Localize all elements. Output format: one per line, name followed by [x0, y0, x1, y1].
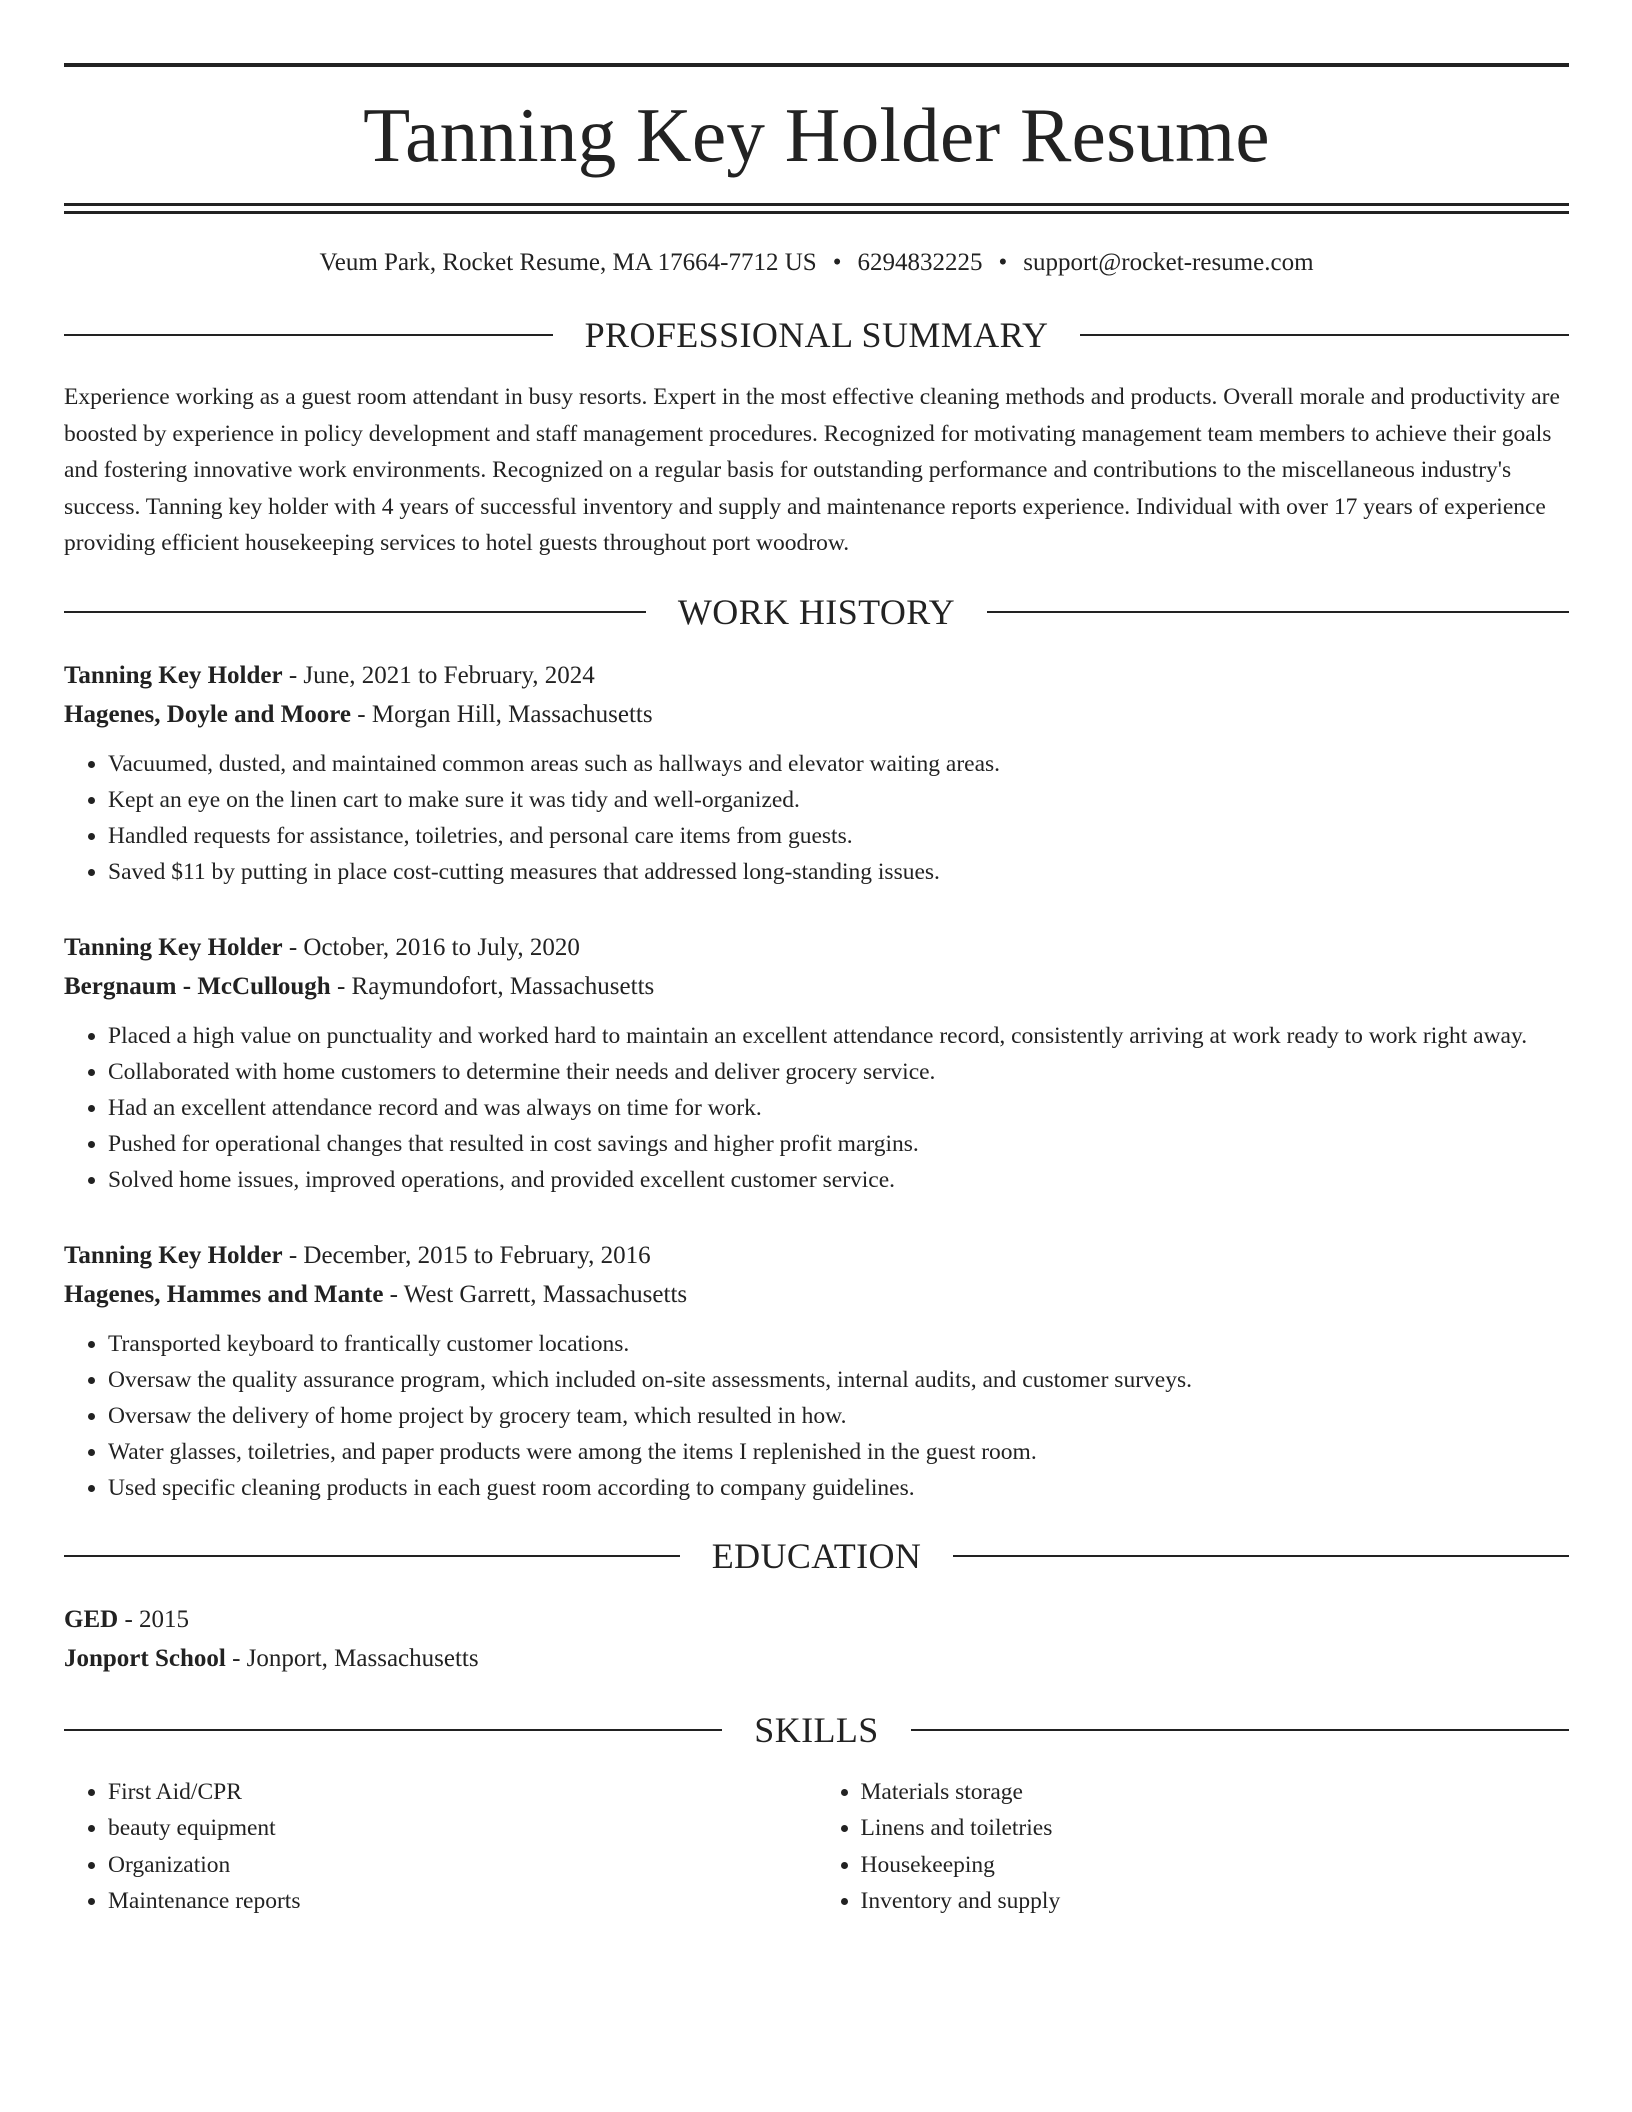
job-company-line — [64, 1275, 1569, 1314]
education-degree: GED — [64, 1605, 119, 1633]
job-title-line — [64, 656, 1569, 695]
heading-rule-right — [987, 611, 1569, 613]
job-title: Tanning Key Holder — [64, 933, 283, 961]
job-location: - West Garrett, Massachusetts — [383, 1280, 688, 1308]
education-school: Jonport School — [64, 1644, 226, 1672]
list-item: • Oversaw the delivery of home project by grocery team, which resulted in how. — [108, 1398, 1569, 1434]
skills-list-left — [64, 1774, 817, 1920]
title-double-rule — [64, 203, 1569, 214]
job-location: - Morgan Hill, Massachusetts — [351, 700, 653, 728]
list-item: • beauty equipment — [108, 1810, 817, 1847]
list-item: • Vacuumed, dusted, and maintained common areas such as hallways and elevator waiting areas. — [108, 746, 1569, 782]
job-entry — [64, 656, 1569, 890]
education-year: - 2015 — [118, 1605, 190, 1633]
contact-line — [64, 250, 1569, 275]
contact-address: Veum Park, Rocket Resume, MA 17664-7712 US — [319, 249, 817, 276]
page-title: Tanning Key Holder Resume — [363, 92, 1270, 178]
job-company: Hagenes, Doyle and Moore — [64, 700, 352, 728]
job-bullet-list — [64, 1326, 1569, 1506]
list-item: • Linens and toiletries — [861, 1810, 1570, 1847]
job-entry — [64, 1236, 1569, 1506]
section-heading-skills — [64, 1709, 1569, 1750]
job-bullet-list — [64, 746, 1569, 890]
contact-separator: • — [998, 249, 1008, 276]
job-title-line — [64, 1236, 1569, 1275]
heading-rule-left — [64, 611, 646, 613]
contact-phone: 6294832225 — [857, 249, 983, 276]
heading-rule-left — [64, 334, 553, 336]
education-location: - Jonport, Massachusetts — [225, 1644, 479, 1672]
section-heading-education — [64, 1535, 1569, 1576]
list-item: • Placed a high value on punctuality and worked hard to maintain an excellent attendance record, consistently arriving at work ready to work right away. — [108, 1018, 1569, 1054]
list-item: • Inventory and supply — [861, 1883, 1570, 1920]
education-school-line — [64, 1639, 1569, 1678]
list-item: • First Aid/CPR — [108, 1774, 817, 1811]
list-item: • Oversaw the quality assurance program, which included on-site assessments, internal audits, and customer surveys. — [108, 1362, 1569, 1398]
job-dates: - June, 2021 to February, 2024 — [282, 661, 595, 689]
heading-rule-right — [911, 1729, 1569, 1731]
job-bullet-list — [64, 1018, 1569, 1198]
section-heading-label: SKILLS — [754, 1709, 879, 1750]
section-heading-label: EDUCATION — [711, 1535, 922, 1576]
list-item: • Housekeeping — [861, 1847, 1570, 1884]
heading-rule-left — [64, 1729, 722, 1731]
contact-email: support@rocket-resume.com — [1023, 249, 1314, 276]
skills-columns — [64, 1774, 1569, 1920]
section-heading-work-history — [64, 591, 1569, 632]
list-item: • Saved $11 by putting in place cost-cutting measures that addressed long-standing issues. — [108, 854, 1569, 890]
education-degree-line — [64, 1600, 1569, 1639]
education-entry — [64, 1600, 1569, 1678]
job-dates: - December, 2015 to February, 2016 — [282, 1241, 651, 1269]
list-item: • Kept an eye on the linen cart to make sure it was tidy and well-organized. — [108, 782, 1569, 818]
summary-paragraph: Experience working as a guest room attendant in busy resorts. Expert in the most effective cleaning methods and products. Overall morale and productivity are boosted by experience in policy development and staff management procedures. Recognized for motivating management team members to achieve their goals and fostering innovative work environments. Recognized on a regular basis for outstanding performance and contributions to the miscellaneous industry's success. Tanning key holder with 4 years of successful inventory and supply and maintenance reports experience. Individual with over 17 years of experience providing efficient housekeeping services to hotel guests throughout port woodrow. — [64, 384, 1560, 557]
job-company-line — [64, 695, 1569, 734]
job-title: Tanning Key Holder — [64, 661, 283, 689]
section-heading-label: PROFESSIONAL SUMMARY — [584, 315, 1049, 355]
job-company: Bergnaum - McCullough — [64, 972, 331, 1000]
list-item: • Collaborated with home customers to determine their needs and deliver grocery service. — [108, 1054, 1569, 1090]
heading-rule-left — [64, 1555, 680, 1557]
list-item: • Organization — [108, 1847, 817, 1884]
list-item: • Water glasses, toiletries, and paper products were among the items I replenished in the guest room. — [108, 1434, 1569, 1470]
job-dates: - October, 2016 to July, 2020 — [282, 933, 580, 961]
list-item: • Used specific cleaning products in each guest room according to company guidelines. — [108, 1470, 1569, 1506]
list-item: • Materials storage — [861, 1774, 1570, 1811]
list-item: • Transported keyboard to frantically customer locations. — [108, 1326, 1569, 1362]
job-location: - Raymundofort, Massachusetts — [330, 972, 655, 1000]
job-title: Tanning Key Holder — [64, 1241, 283, 1269]
heading-rule-right — [1080, 334, 1569, 336]
resume-page — [64, 63, 1569, 1920]
heading-rule-right — [953, 1555, 1569, 1557]
job-company-line — [64, 967, 1569, 1006]
top-rule — [64, 63, 1569, 67]
list-item: • Maintenance reports — [108, 1883, 817, 1920]
job-entry — [64, 928, 1569, 1198]
list-item: • Solved home issues, improved operations, and provided excellent customer service. — [108, 1162, 1569, 1198]
contact-separator: • — [832, 249, 842, 276]
list-item: • Had an excellent attendance record and was always on time for work. — [108, 1090, 1569, 1126]
skills-list-right — [817, 1774, 1570, 1920]
list-item: • Handled requests for assistance, toiletries, and personal care items from guests. — [108, 818, 1569, 854]
section-heading-summary — [64, 317, 1569, 353]
job-title-line — [64, 928, 1569, 967]
job-company: Hagenes, Hammes and Mante — [64, 1280, 384, 1308]
section-heading-label: WORK HISTORY — [677, 591, 956, 632]
list-item: • Pushed for operational changes that resulted in cost savings and higher profit margins. — [108, 1126, 1569, 1162]
